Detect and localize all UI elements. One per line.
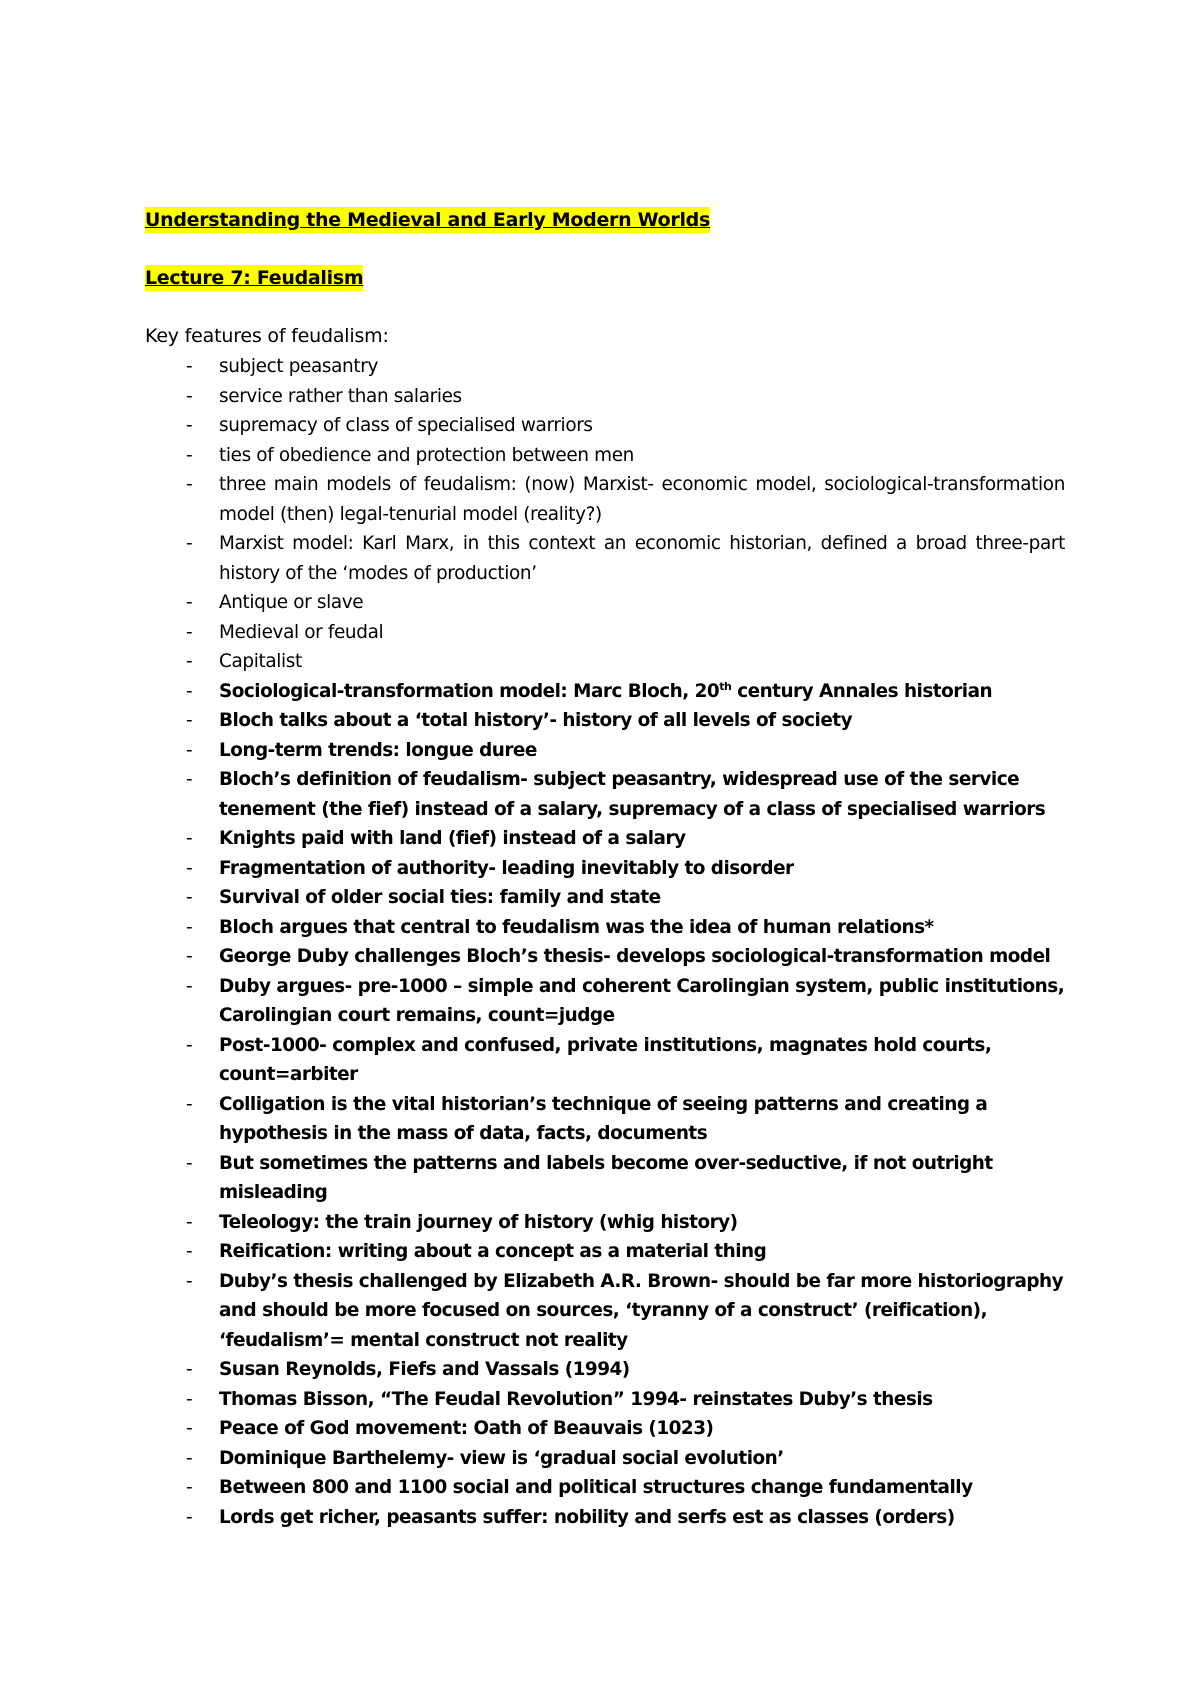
- superscript: th: [719, 679, 732, 693]
- list-item: - Peace of God movement: Oath of Beauvais (1023): [145, 1414, 1065, 1444]
- dash-marker: -: [186, 769, 193, 790]
- dash-marker: -: [186, 621, 193, 643]
- list-item: - service rather than salaries: [145, 382, 1065, 412]
- list-item: - Knights paid with land (fief) instead of a salary: [145, 824, 1065, 854]
- list-item: - Bloch argues that central to feudalism was the idea of human relations*: [145, 913, 1065, 943]
- list-item: - three main models of feudalism: (now) Marxist- economic model, sociological-transformation model (then) legal-tenurial model (reality?): [145, 470, 1065, 529]
- dash-marker: -: [186, 916, 193, 938]
- dash-marker: -: [186, 1447, 193, 1469]
- dash-marker: -: [186, 1270, 193, 1292]
- list-item: - ties of obedience and protection between men: [145, 441, 1065, 471]
- lecture-heading: Lecture 7: Feudalism: [145, 267, 364, 289]
- list-item: - Susan Reynolds, Fiefs and Vassals (1994): [145, 1355, 1065, 1385]
- list-item: - Fragmentation of authority- leading inevitably to disorder: [145, 854, 1065, 884]
- list-item: - Bloch talks about a ‘total history’- history of all levels of society: [145, 706, 1065, 736]
- dash-marker: -: [186, 415, 193, 436]
- list-item: - Antique or slave: [145, 588, 1065, 618]
- dash-marker: -: [186, 1477, 193, 1498]
- list-item: - But sometimes the patterns and labels become over-seductive, if not outright misleading: [145, 1149, 1065, 1208]
- dash-marker: -: [186, 1506, 193, 1528]
- dash-marker: -: [186, 444, 193, 466]
- dash-marker: -: [186, 887, 193, 908]
- list-item: - Duby argues- pre-1000 – simple and coherent Carolingian system, public institutions, Carolingian court remains, count=judge: [145, 972, 1065, 1031]
- list-item: - subject peasantry: [145, 352, 1065, 382]
- list-item: - Teleology: the train journey of history (whig history): [145, 1208, 1065, 1238]
- document-content: [145, 207, 1065, 1532]
- dash-marker: -: [186, 385, 193, 407]
- list-item: - supremacy of class of specialised warriors: [145, 411, 1065, 441]
- feature-list: [145, 352, 1065, 1532]
- dash-marker: -: [186, 1359, 193, 1380]
- list-item: - Between 800 and 1100 social and political structures change fundamentally: [145, 1473, 1065, 1503]
- dash-marker: -: [186, 356, 193, 377]
- dash-marker: -: [186, 1152, 193, 1174]
- dash-marker: -: [186, 946, 193, 967]
- list-item-text: Sociological-transformation model: Marc Bloch, 20th century Annales historian: [219, 679, 993, 702]
- intro-text: Key features of feudalism:: [145, 325, 389, 347]
- dash-marker: -: [186, 592, 193, 613]
- dash-marker: -: [186, 828, 193, 849]
- list-item: - Long-term trends: longue duree: [145, 736, 1065, 766]
- list-item: - Bloch’s definition of feudalism- subject peasantry, widespread use of the service tenement (the fief) instead of a salary, supremacy of a class of specialised warriors: [145, 765, 1065, 824]
- list-item: - Thomas Bisson, “The Feudal Revolution” 1994- reinstates Duby’s thesis: [145, 1385, 1065, 1415]
- dash-marker: -: [186, 1388, 193, 1410]
- list-item: - Marxist model: Karl Marx, in this context an economic historian, defined a broad three-part history of the ‘modes of production’: [145, 529, 1065, 588]
- list-item: - Dominique Barthelemy- view is ‘gradual social evolution’: [145, 1444, 1065, 1474]
- dash-marker: -: [186, 474, 193, 495]
- dash-marker: -: [186, 1211, 193, 1233]
- dash-marker: -: [186, 533, 193, 554]
- list-item: - George Duby challenges Bloch’s thesis- develops sociological-transformation model: [145, 942, 1065, 972]
- dash-marker: -: [186, 710, 193, 731]
- list-item: - Post-1000- complex and confused, private institutions, magnates hold courts, count=arbiter: [145, 1031, 1065, 1090]
- dash-marker: -: [186, 1093, 193, 1115]
- list-item: - Colligation is the vital historian’s technique of seeing patterns and creating a hypothesis in the mass of data, facts, documents: [145, 1090, 1065, 1149]
- dash-marker: -: [186, 1418, 193, 1439]
- dash-marker: -: [186, 739, 193, 761]
- list-item: - Capitalist: [145, 647, 1065, 677]
- dash-marker: -: [186, 1034, 193, 1056]
- list-item: - Duby’s thesis challenged by Elizabeth A.R. Brown- should be far more historiography and should be more focused on sources, ‘tyranny of a construct’ (reification), ‘feudalism’= mental construct not reality: [145, 1267, 1065, 1356]
- dash-marker: -: [186, 1241, 193, 1262]
- dash-marker: -: [186, 975, 193, 997]
- list-item: - Lords get richer, peasants suffer: nobility and serfs est as classes (orders): [145, 1503, 1065, 1533]
- list-item: - Medieval or feudal: [145, 618, 1065, 648]
- dash-marker: -: [186, 651, 193, 672]
- list-item: - Reification: writing about a concept as a material thing: [145, 1237, 1065, 1267]
- document-title: Understanding the Medieval and Early Modern Worlds: [145, 209, 710, 231]
- dash-marker: -: [186, 857, 193, 879]
- dash-marker: -: [186, 680, 193, 702]
- list-item: [145, 677, 1065, 707]
- list-item: - Survival of older social ties: family and state: [145, 883, 1065, 913]
